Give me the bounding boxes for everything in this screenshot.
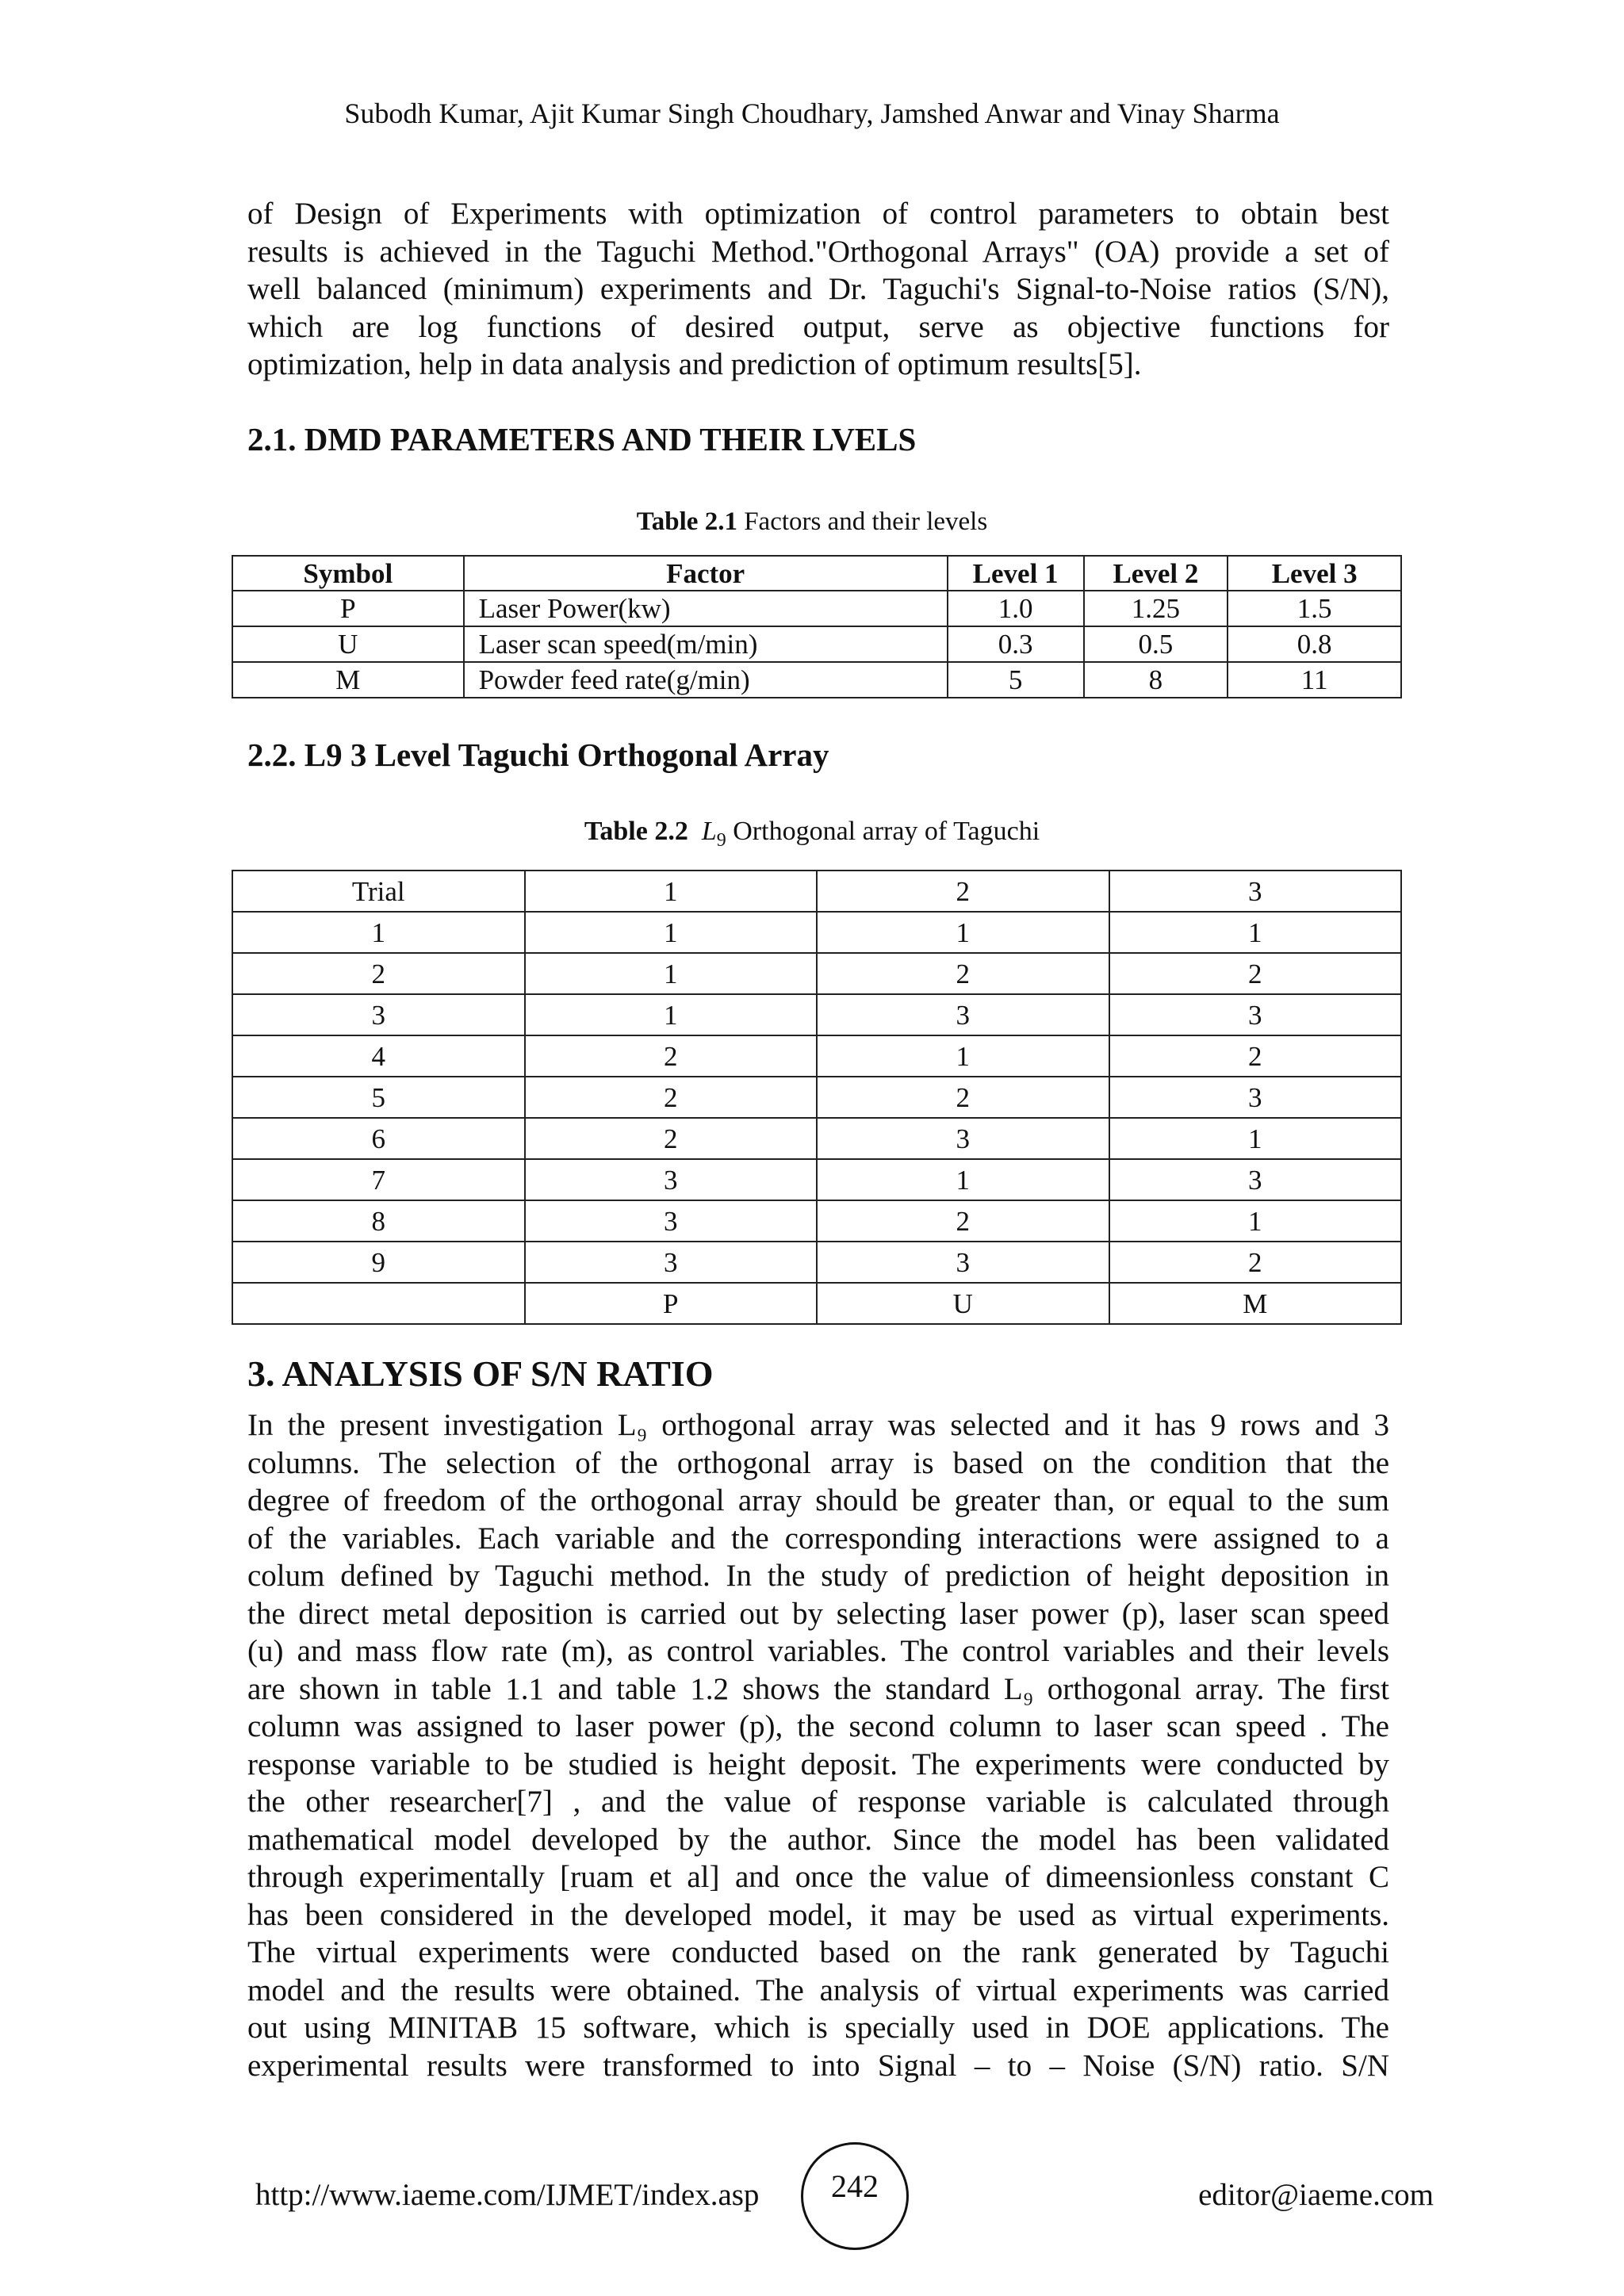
table-cell: 2 xyxy=(232,953,525,994)
table-cell: 0.8 xyxy=(1228,626,1401,662)
table-row xyxy=(232,912,1401,953)
table-cell: 3 xyxy=(525,1159,818,1200)
section-heading-2-1: 2.1. DMD PARAMETERS AND THEIR LVELS xyxy=(247,421,917,457)
table-cell: 3 xyxy=(817,994,1109,1035)
text-line: has been considered in the developed model, it may be used as virtual experiments. xyxy=(247,1897,1389,1932)
table-cell: 2 xyxy=(525,1077,818,1118)
table-cell: 0.5 xyxy=(1084,626,1228,662)
table-cell: 1 xyxy=(525,994,818,1035)
footer-url-link[interactable]: http://www.iaeme.com/IJMET/index.asp xyxy=(255,2178,760,2212)
caption-label: Table 2.1 xyxy=(636,507,737,536)
text-line: out using MINITAB 15 software, which is specially used in DOE applications. The xyxy=(247,2011,1389,2045)
table-cell: 5 xyxy=(232,1077,525,1118)
caption-text: Orthogonal array of Taguchi xyxy=(726,817,1040,846)
text-line: (u) and mass flow rate (m), as control variables. The control variables and their levels xyxy=(247,1634,1389,1668)
footer-email-link[interactable]: editor@iaeme.com xyxy=(1198,2178,1434,2212)
text-line: well balanced (minimum) experiments and Dr. Taguchi's Signal-to-Noise ratios (S/N), xyxy=(247,272,1389,306)
column-header: Level 3 xyxy=(1228,556,1401,591)
table-cell: 2 xyxy=(817,953,1109,994)
table-cell: 2 xyxy=(817,1200,1109,1242)
table-cell: M xyxy=(1109,1283,1402,1324)
table-cell: P xyxy=(525,1283,818,1324)
table-cell: 3 xyxy=(1109,1077,1402,1118)
table-row xyxy=(232,994,1401,1035)
table-header-row xyxy=(232,871,1401,912)
table-cell: Powder feed rate(g/min) xyxy=(464,662,948,698)
table-cell: 11 xyxy=(1228,662,1401,698)
table-cell: 1 xyxy=(525,953,818,994)
text-line: response variable to be studied is height deposit. The experiments were conducted by xyxy=(247,1747,1389,1781)
table-cell: 2 xyxy=(1109,953,1402,994)
column-header: Level 2 xyxy=(1084,556,1228,591)
table-row xyxy=(232,1200,1401,1242)
table-row xyxy=(232,1242,1401,1283)
page-number-text: 242 xyxy=(831,2168,879,2204)
table-row xyxy=(232,1159,1401,1200)
column-header: Factor xyxy=(464,556,948,591)
table-cell: 1.5 xyxy=(1228,591,1401,626)
intro-paragraph xyxy=(247,195,1389,384)
text-line: experimental results were transformed to into Signal – to – Noise (S/N) ratio. S/N xyxy=(247,2048,1389,2083)
table-row xyxy=(232,1118,1401,1159)
text-line: columns. The selection of the orthogonal array is based on the condition that the xyxy=(247,1445,1389,1480)
text-line: results is achieved in the Taguchi Method."Orthogonal Arrays" (OA) provide a set of xyxy=(247,234,1389,269)
text-line: degree of freedom of the orthogonal array should be greater than, or equal to the sum xyxy=(247,1483,1389,1517)
table-cell: 2 xyxy=(817,871,1109,912)
table-cell: 7 xyxy=(232,1159,525,1200)
table-cell: Trial xyxy=(232,871,525,912)
table-cell: 1.0 xyxy=(948,591,1084,626)
table-cell: 2 xyxy=(525,1118,818,1159)
table-cell: 4 xyxy=(232,1035,525,1077)
table-cell: 1 xyxy=(1109,912,1402,953)
text-line: are shown in table 1.1 and table 1.2 shows the standard L₉ orthogonal array. The first xyxy=(247,1671,1389,1706)
text-line: In the present investigation L₉ orthogonal array was selected and it has 9 rows and 3 xyxy=(247,1408,1389,1442)
table-cell: 9 xyxy=(232,1242,525,1283)
table-cell: 6 xyxy=(232,1118,525,1159)
table-cell: 3 xyxy=(817,1118,1109,1159)
table-cell: Laser scan speed(m/min) xyxy=(464,626,948,662)
caption-symbol: L xyxy=(701,817,717,846)
caption-text: Factors and their levels xyxy=(737,507,988,536)
text-line: through experimentally [ruam et al] and once the value of dimeensionless constant C xyxy=(247,1860,1389,1894)
table-footer-row xyxy=(232,1283,1401,1324)
table-cell: P xyxy=(232,591,464,626)
table-row xyxy=(232,953,1401,994)
table-cell: 2 xyxy=(817,1077,1109,1118)
table-row xyxy=(232,662,1401,698)
text-line: colum defined by Taguchi method. In the study of prediction of height deposition in xyxy=(247,1559,1389,1593)
section-heading-2-2: 2.2. L9 3 Level Taguchi Orthogonal Array xyxy=(247,737,829,773)
table-cell: 2 xyxy=(1109,1242,1402,1283)
table-cell: 0.3 xyxy=(948,626,1084,662)
table-cell xyxy=(232,1283,525,1324)
table-cell: M xyxy=(232,662,464,698)
running-head-authors: Subodh Kumar, Ajit Kumar Singh Choudhary, Jamshed Anwar and Vinay Sharma xyxy=(344,98,1280,129)
text-line: model and the results were obtained. The analysis of virtual experiments was carried xyxy=(247,1973,1389,2007)
table-cell: 8 xyxy=(1084,662,1228,698)
table-cell: 1 xyxy=(525,871,818,912)
caption-subscript: 9 xyxy=(716,830,726,851)
table-cell: 1 xyxy=(1109,1118,1402,1159)
text-line: mathematical model developed by the author. Since the model has been validated xyxy=(247,1822,1389,1857)
section-3-paragraph xyxy=(247,1406,1389,2084)
table-cell: 1 xyxy=(817,1159,1109,1200)
table-row xyxy=(232,626,1401,662)
table-cell: 1 xyxy=(817,1035,1109,1077)
text-line: which are log functions of desired output, serve as objective functions for xyxy=(247,309,1389,344)
table-cell: 3 xyxy=(525,1242,818,1283)
table-header-row xyxy=(232,556,1401,591)
table-cell: 1 xyxy=(525,912,818,953)
table-cell: 2 xyxy=(525,1035,818,1077)
text-line: optimization, help in data analysis and prediction of optimum results[5]. xyxy=(247,347,1142,381)
table-cell: Laser Power(kw) xyxy=(464,591,948,626)
text-line: The virtual experiments were conducted based on the rank generated by Taguchi xyxy=(247,1935,1389,1969)
table-cell: 1 xyxy=(232,912,525,953)
table-2-1-caption xyxy=(0,507,1624,537)
table-cell: 3 xyxy=(1109,1159,1402,1200)
table-cell: 3 xyxy=(525,1200,818,1242)
table-cell: 3 xyxy=(232,994,525,1035)
table-cell: U xyxy=(817,1283,1109,1324)
text-line: the other researcher[7] , and the value of response variable is calculated through xyxy=(247,1785,1389,1819)
table-cell: 1 xyxy=(817,912,1109,953)
text-line: the direct metal deposition is carried out by selecting laser power (p), laser scan speed xyxy=(247,1596,1389,1631)
table-2-2 xyxy=(232,870,1402,1325)
table-cell: 3 xyxy=(1109,994,1402,1035)
table-row xyxy=(232,1077,1401,1118)
column-header: Symbol xyxy=(232,556,464,591)
table-cell: 1.25 xyxy=(1084,591,1228,626)
table-cell: 2 xyxy=(1109,1035,1402,1077)
table-cell: U xyxy=(232,626,464,662)
table-cell: 3 xyxy=(1109,871,1402,912)
column-header: Level 1 xyxy=(948,556,1084,591)
table-row xyxy=(232,1035,1401,1077)
table-cell: 3 xyxy=(817,1242,1109,1283)
table-row xyxy=(232,591,1401,626)
caption-label: Table 2.2 xyxy=(584,817,688,846)
table-2-1 xyxy=(232,555,1402,698)
section-heading-3: 3. ANALYSIS OF S/N RATIO xyxy=(247,1353,714,1394)
text-line: column was assigned to laser power (p), the second column to laser scan speed . The xyxy=(247,1709,1389,1743)
table-cell: 8 xyxy=(232,1200,525,1242)
table-cell: 5 xyxy=(948,662,1084,698)
text-line: of Design of Experiments with optimization of control parameters to obtain best xyxy=(247,197,1389,231)
text-line: of the variables. Each variable and the corresponding interactions were assigned to a xyxy=(247,1521,1389,1556)
table-cell: 1 xyxy=(1109,1200,1402,1242)
table-2-2-caption xyxy=(0,817,1624,851)
page-number xyxy=(801,2142,909,2250)
